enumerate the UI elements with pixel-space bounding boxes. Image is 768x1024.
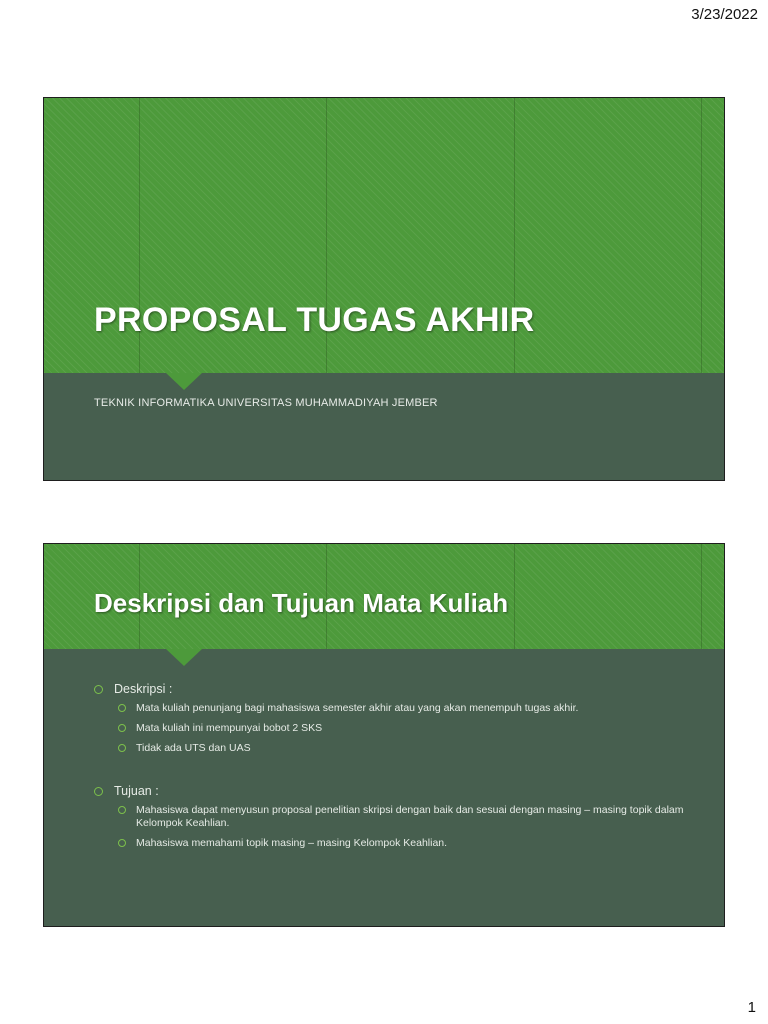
bullet-label: Deskripsi : xyxy=(114,682,173,696)
banner-divider xyxy=(701,544,702,649)
slide-description xyxy=(43,543,725,927)
bullet-icon xyxy=(118,704,126,712)
bullet-icon xyxy=(118,839,126,847)
sub-bullet-text: Mata kuliah ini mempunyai bobot 2 SKS xyxy=(136,722,323,734)
slide-subtitle: TEKNIK INFORMATIKA UNIVERSITAS MUHAMMADIYAH JEMBER xyxy=(94,397,438,409)
bullet-deskripsi xyxy=(94,682,684,696)
sub-bullet-text: Mahasiswa memahami topik masing – masing Kelompok Keahlian. xyxy=(136,837,448,849)
print-date: 3/23/2022 xyxy=(691,6,758,23)
slide-heading: Deskripsi dan Tujuan Mata Kuliah xyxy=(94,588,509,618)
page-number: 1 xyxy=(747,999,756,1016)
sub-bullet xyxy=(94,702,684,715)
sub-bullet xyxy=(94,742,684,755)
banner-divider xyxy=(701,98,702,373)
bullet-icon xyxy=(118,806,126,814)
sub-bullet-text: Mahasiswa dapat menyusun proposal penelitian skripsi dengan baik dan sesuai dengan masing – masing topik dalam Kelompok Keahlian. xyxy=(136,804,684,829)
bullet-icon xyxy=(94,787,103,796)
sub-bullet-text: Tidak ada UTS dan UAS xyxy=(136,742,251,754)
bullet-tujuan xyxy=(94,784,684,798)
bullet-label: Tujuan : xyxy=(114,784,159,798)
banner-notch xyxy=(166,373,202,390)
banner-notch xyxy=(166,649,202,666)
bullet-icon xyxy=(118,744,126,752)
sub-bullet-text: Mata kuliah penunjang bagi mahasiswa semester akhir atau yang akan menempuh tugas akhir. xyxy=(136,702,579,714)
slide-content xyxy=(94,682,684,857)
bullet-icon xyxy=(118,724,126,732)
sub-bullet xyxy=(94,837,684,850)
banner-divider xyxy=(514,544,515,649)
sub-bullet xyxy=(94,804,684,830)
sub-bullet xyxy=(94,722,684,735)
slide-title xyxy=(43,97,725,481)
slide-title-text: PROPOSAL TUGAS AKHIR xyxy=(94,301,535,339)
bullet-icon xyxy=(94,685,103,694)
